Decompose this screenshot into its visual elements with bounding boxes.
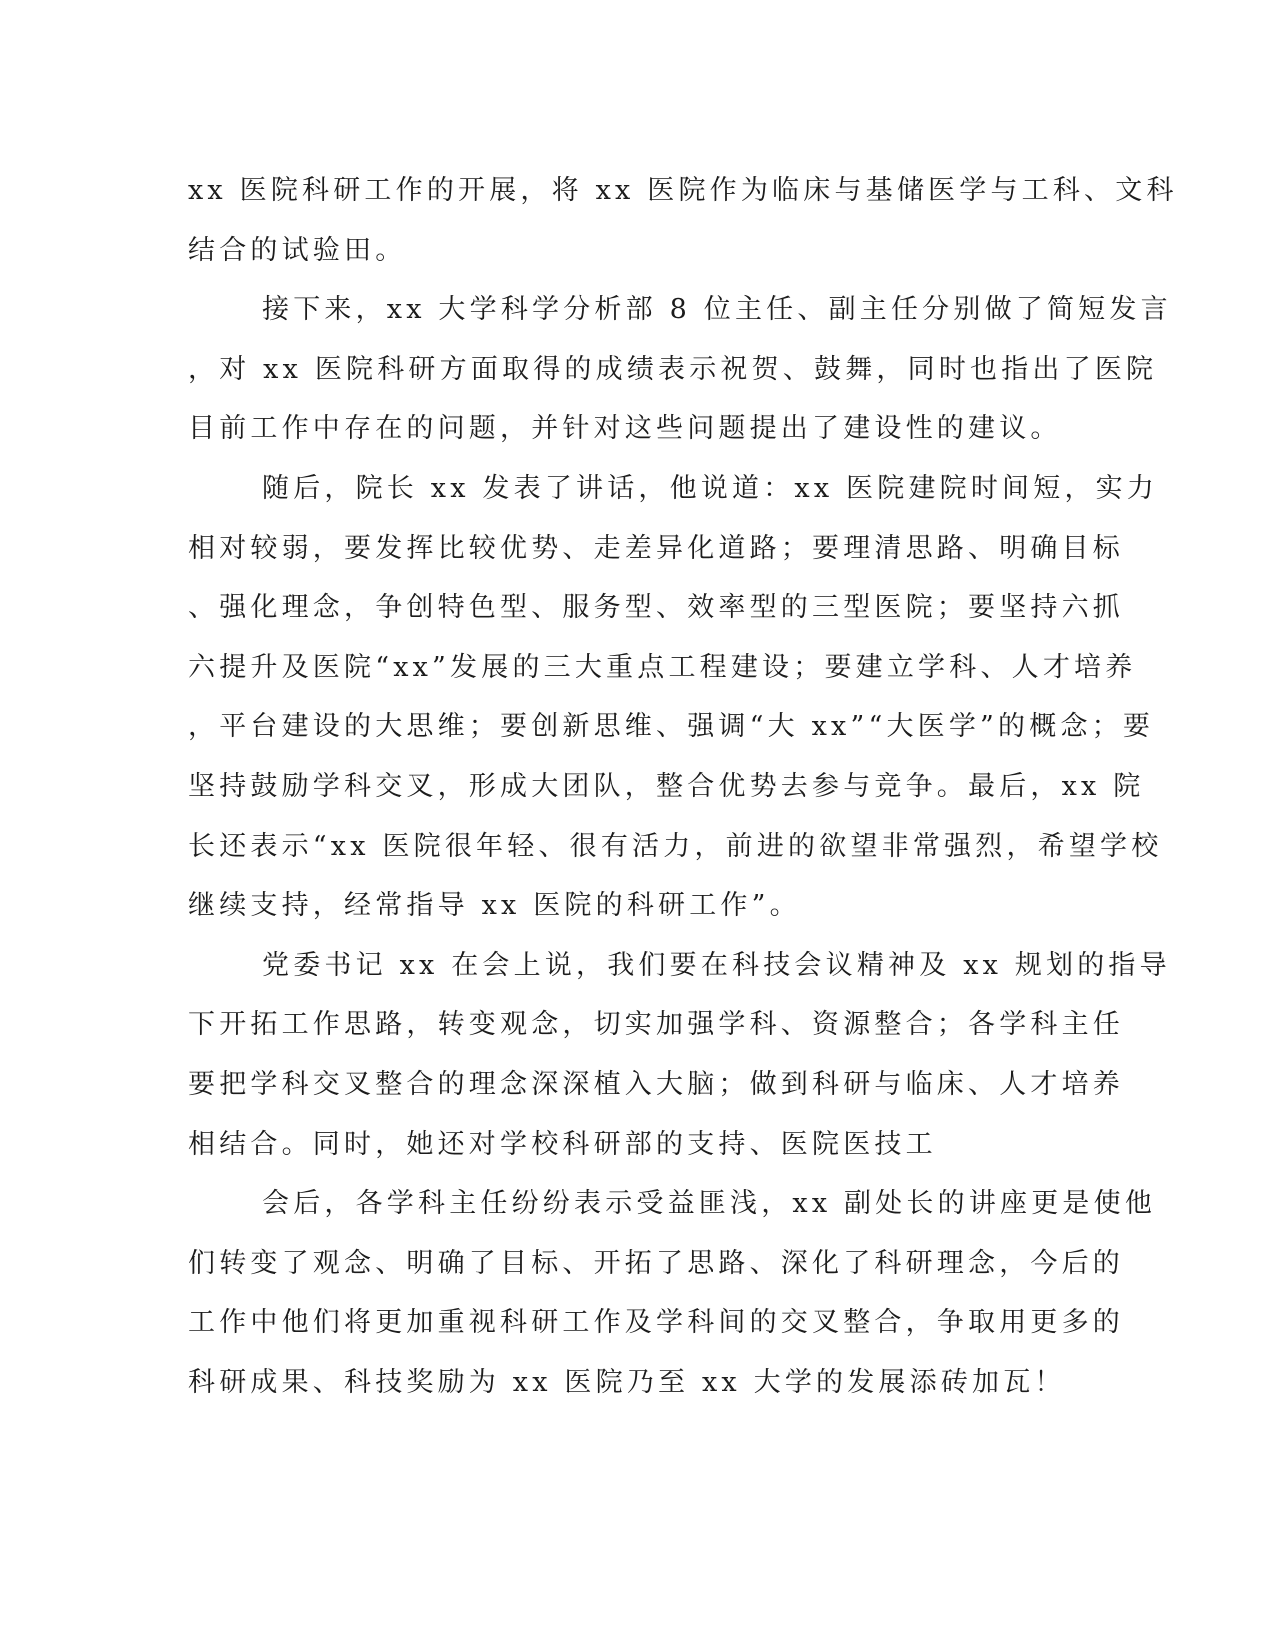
text-line: 们转变了观念、明确了目标、开拓了思路、深化了科研理念，今后的 bbox=[188, 1247, 1124, 1279]
text-line: 科研成果、科技奖励为 xx 医院乃至 xx 大学的发展添砖加瓦！ bbox=[188, 1366, 1066, 1398]
text-line: 工作中他们将更加重视科研工作及学科间的交叉整合，争取用更多的 bbox=[188, 1307, 1124, 1339]
text-line: 下开拓工作思路，转变观念，切实加强学科、资源整合；各学科主任 bbox=[188, 1009, 1124, 1041]
text-line: ，平台建设的大思维；要创新思维、强调“大 xx”“大医学”的概念；要 bbox=[188, 711, 1155, 743]
text-line: 、强化理念，争创特色型、服务型、效率型的三型医院；要坚持六抓 bbox=[188, 592, 1124, 624]
document-body bbox=[188, 161, 1178, 1412]
paragraph-first-line: 会后，各学科主任纷纷表示受益匪浅，xx 副处长的讲座更是使他 bbox=[262, 1188, 1157, 1220]
paragraph-first-line: 随后，院长 xx 发表了讲话，他说道：xx 医院建院时间短，实力 bbox=[262, 472, 1159, 504]
text-line: 坚持鼓励学科交叉，形成大团队，整合优势去参与竞争。最后，xx 院 bbox=[188, 770, 1145, 802]
text-line: 相对较弱，要发挥比较优势、走差异化道路；要理清思路、明确目标 bbox=[188, 532, 1124, 564]
text-line: 继续支持，经常指导 xx 医院的科研工作”。 bbox=[188, 890, 801, 922]
text-line: xx 医院科研工作的开展，将 xx 医院作为临床与基储医学与工科、文科 bbox=[188, 175, 1178, 206]
text-line: 六提升及医院“xx”发展的三大重点工程建设；要建立学科、人才培养 bbox=[188, 651, 1137, 683]
text-line: 要把学科交叉整合的理念深深植入大脑；做到科研与临床、人才培养 bbox=[188, 1068, 1124, 1100]
text-line: 相结合。同时，她还对学校科研部的支持、医院医技工 bbox=[188, 1128, 937, 1160]
text-line: 目前工作中存在的问题，并针对这些问题提出了建设性的建议。 bbox=[188, 413, 1062, 445]
text-line: 结合的试验田。 bbox=[188, 234, 407, 266]
text-line: 长还表示“xx 医院很年轻、很有活力，前进的欲望非常强烈，希望学校 bbox=[188, 830, 1163, 862]
paragraph-first-line: 接下来，xx 大学科学分析部 8 位主任、副主任分别做了简短发言 bbox=[262, 294, 1172, 326]
paragraph-first-line: 党委书记 xx 在会上说，我们要在科技会议精神及 xx 规划的指导 bbox=[262, 949, 1171, 981]
text-line: ，对 xx 医院科研方面取得的成绩表示祝贺、鼓舞，同时也指出了医院 bbox=[188, 353, 1158, 385]
